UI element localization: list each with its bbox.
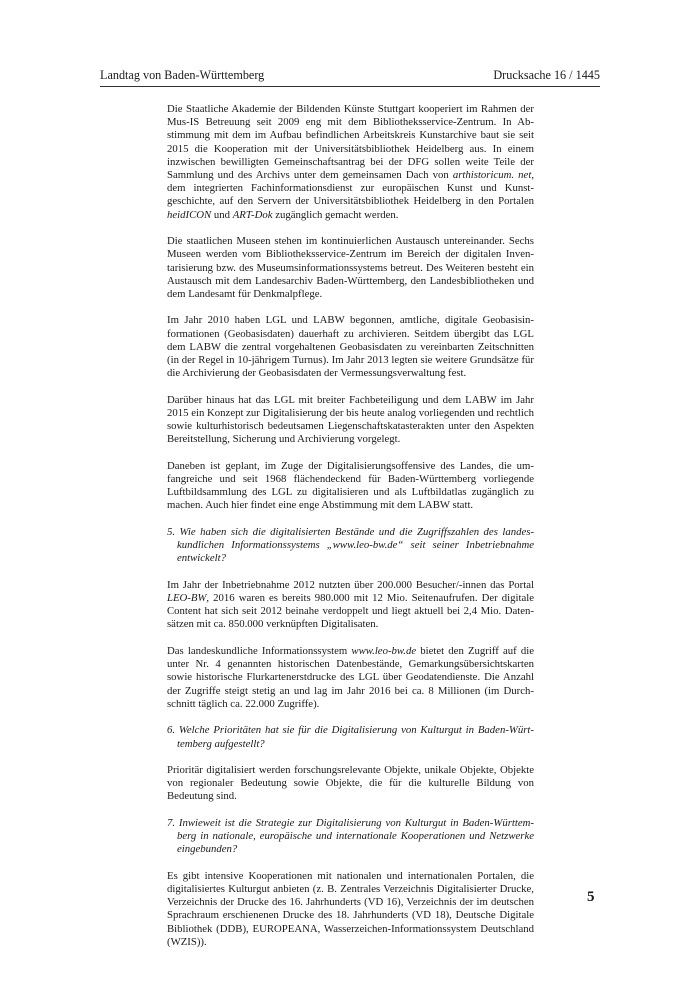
- arthistoricum-name: arthistoricum. net: [452, 169, 532, 182]
- header-parliament: Landtag von Baden-Württemberg: [100, 68, 265, 82]
- leo-bw-url: www.leo-bw.de: [351, 644, 417, 657]
- paragraph-aerial-photos: Daneben ist geplant, im Zuge der Digitalisierungsoffensive des Landes, die umfangreiche und seit 1968 flächendeckend für Baden-Württemberg vorliegende Luftbildsammlung des LGL zu digitalisieren und als Luftbildatlas zugänglich zu machen. Auch hier findet eine enge Abstimmung mit dem LABW statt.: [167, 459, 534, 512]
- paragraph-cooperations: Es gibt intensive Kooperationen mit nationalen und internationalen Portalen, die digitalisiertes Kulturgut anbieten (z. B. Zentrales Verzeichnis Digitalisierter Drucke, Verzeichnis der Drucke des 16. Jahrhunderts (VD 16), Verzeichnis der im deutschen Sprachraum erschienenen Drucke des 18. Jahrhunderts (VD 18), Deutsche Digitale Bibliothek (DDB), EUROPEANA, Wasserzeichen-Informationssystem Deutschland (WZIS)).: [167, 869, 534, 948]
- question-7: 7. Inwieweit ist die Strategie zur Digitalisierung von Kulturgut in Baden-Württemberg in nationale, europäische und internationale Kooperationen und Netzwerke eingebunden?: [167, 816, 534, 856]
- question-5: 5. Wie haben sich die digitalisierten Bestände und die Zugriffszahlen des landeskundlichen Informationssystems „www.leo-bw.de“ seit seiner Inbetriebnahme entwickelt?: [167, 525, 534, 565]
- leo-bw-name: LEO-BW: [167, 592, 207, 605]
- question-6: 6. Welche Prioritäten hat sie für die Digitalisierung von Kulturgut in Baden-Württemberg aufgestellt?: [167, 724, 534, 750]
- running-header: [100, 68, 600, 82]
- header-document-number: Drucksache 16 / 1445: [493, 68, 600, 82]
- heidicon-name: heidICON: [167, 208, 212, 221]
- artdok-name: ART-Dok: [232, 208, 273, 221]
- paragraph-academy: Die Staatliche Akademie der Bildenden Künste Stuttgart kooperiert im Rahmen der Mus-IS Betreuung seit 2009 eng mit dem Bibliotheksservice-Zentrum. In Abstimmung mit dem im Aufbau befindlichen Arbeitskreis Kunstarchive baut sie seit 2015 die Kooperation mit der Universitätsbibliothek Heidelberg aus. In einem inzwischen bewilligten Gemeinschaftsantrag bei der DFG sollen weite Teile der Sammlung und des Archivs unter dem gemeinsamen Dach von arthistoricum. net, dem integrierten Fachinformationsdienst zur europäischen Kunst und Kunstgeschichte, auf den Servern der Universitätsbibliothek Heidelberg in den Portalen heidICON und ART-Dok zugänglich gemacht werden.: [167, 103, 534, 221]
- paragraph-priorities: Prioritär digitalisiert werden forschungsrelevante Objekte, unikale Objekte, Objekte von regionaler Bedeutung sowie Objekte, die für die kulturelle Bildung von Bedeutung sind.: [167, 764, 534, 803]
- paragraph-leo-visitors: Im Jahr der Inbetriebnahme 2012 nutzten über 200.000 Besucher/-innen das Portal LEO-BW, 2016 waren es bereits 980.000 mit 12 Mio. Seitenaufrufen. Der digitale Content hat sich seit 2012 beinahe verdoppelt und liegt aktuell bei 2,4 Mio. Datensätzen mit ca. 850.000 verknüpften Digitalisaten.: [167, 578, 534, 631]
- page-number: 5: [587, 889, 595, 905]
- paragraph-museums: Die staatlichen Museen stehen im kontinuierlichen Austausch untereinander. Sechs Museen werden vom Bibliotheksservice-Zentrum im Bereich der digitalen Inventarisierung bzw. des Museumsinformationssystems betreut. Des Weiteren besteht ein Austausch mit dem Landesarchiv Baden-Württemberg, den Landesbibliotheken und dem Landesamt für Denkmalpflege.: [167, 235, 534, 300]
- header-divider: [100, 86, 600, 87]
- page-body: [167, 103, 534, 962]
- paragraph-cadastre: Darüber hinaus hat das LGL mit breiter Fachbeteiligung und dem LABW im Jahr 2015 ein Konzept zur Digitalisierung der bis heute analog vorliegenden und rechtlich sowie kulturhistorisch bedeutsamen Liegenschaftskatasterakten unter den Aspekten Bereitstellung, Sicherung und Archivierung vorgelegt.: [167, 393, 534, 446]
- paragraph-leo-access: Das landeskundliche Informationssystem www.leo-bw.de bietet den Zugriff auf die unter Nr. 4 genannten historischen Datenbestände, Gemarkungsübersichtskarten sowie historische Flurkartenerstdrucke des LGL über Geodatendienste. Die Anzahl der Zugriffe steigt stetig an und lag im Jahr 2016 bei ca. 8 Millionen (im Durchschnitt täglich ca. 22.000 Zugriffe).: [167, 644, 534, 710]
- paragraph-geobasis: Im Jahr 2010 haben LGL und LABW begonnen, amtliche, digitale Geobasisinformationen (Geobasisdaten) dauerhaft zu archivieren. Seitdem übergibt das LGL dem LABW die zentral vorgehaltenen Geobasisdaten zu vereinbarten Zeitschnitten (in der Regel in 10-jährigem Turnus). Im Jahr 2013 legten sie weitere Grundsätze für die Archivierung der Geobasisdaten der Vermessungsverwaltung fest.: [167, 314, 534, 380]
